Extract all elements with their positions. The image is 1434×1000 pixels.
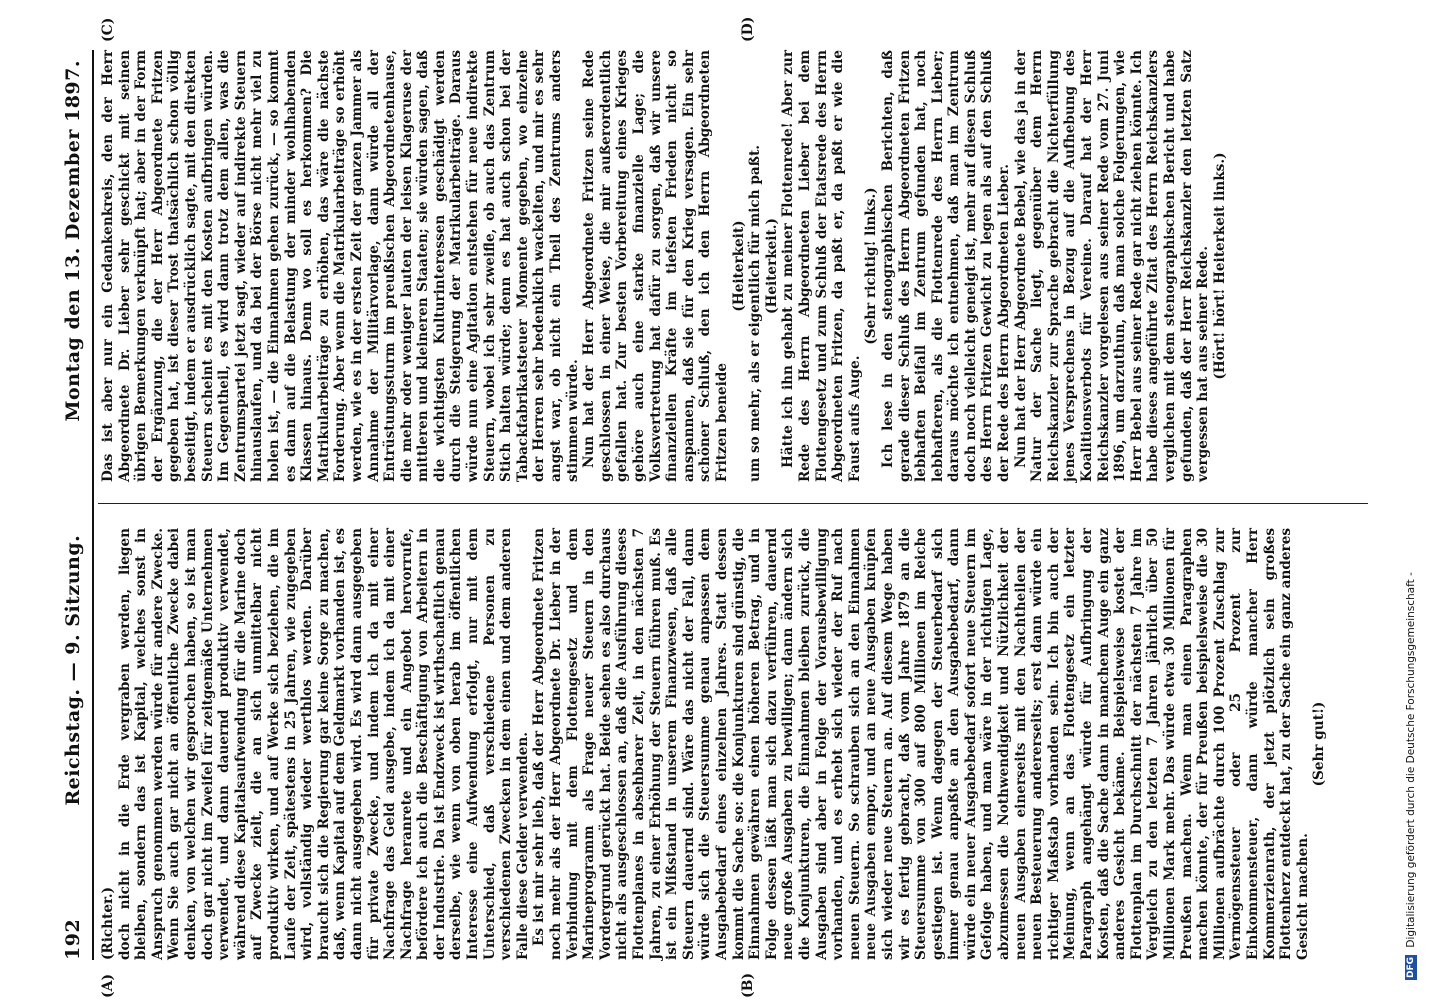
right-column bbox=[100, 50, 1228, 482]
margin-mark-a: (A) bbox=[100, 973, 116, 998]
paragraph: (Heiterkeit.) bbox=[763, 218, 780, 314]
scan-credit: Digitalisierung gefördert durch die Deutsche Forschungsgemeinschaft - bbox=[1405, 572, 1417, 948]
paragraph: Das ist aber nur ein Gedankenkreis, den der Herr Abgeordnete Dr. Lieber sehr geschickt mit seinen übrigen Bemerkungen verknüpft hat; aber in der Form der Ergänzung, die der Herr Abgeordnete Fritzen gegeben hat, ist dieser Trost thatsächlich schon völlig beseitigt, indem er ausdrücklich sagte, mit den direkten Steuern scheint es mit den Kosten aufbringen würden. Im Gegentheil, es wird dann trotz dem allen, was die Zentrumspartei jetzt sagt, wieder auf indirekte Steuern hinauslaufen, und da bei der Börse nicht mehr viel zu holen ist, — die Einnahmen gehen zurück, — so kommt es dann auf die Belastung der minder wohlhabenden Klassen hinaus. Denn wo soll es herkommen? Die Matrikularbeiträge zu erhöhen, das wäre die nächste Forderung. Aber wenn die Matrikularbeiträge so erhöht werden, wie es in der ersten Zeit der ganzen Jammer als Annahme der Militärvorlage, dann würde all der Entrüstungssturm im preußischen Abgeordnetenhause, die mehr oder weniger lauten der leisen Klageruse der mittleren und kleineren Staaten; sie würden sagen, daß die wichtigsten Kulturinteressen geschädigt werden durch die Steigerung der Matrikularbeiträge. Daraus würde nun eine Agitation entstehen für neue indirekte Steuern, wobei ich sehr zweifle, ob auch das Zentrum Stich halten würde; denn es hat auch schon bei der Tabackfabrikatsteuer Momente gegeben, wo einzelne der Herren sehr bedenklich wackelten, und mir es sehr angst war, ob nicht ein Theil des Zentrums anders stimmen würde. bbox=[100, 50, 581, 482]
paragraph: Ich lese in den stenographischen Berichten, daß gerade dieser Schluß des Herrn Abgeordneten Fritzen lebhaften Beifall im Zentrum gefunden hat, noch lebhafteren, als die Flottenrede des Herrn Lieber; daraus möchte ich entnehmen, daß man im Zentrum doch noch vielleicht geneigt ist, mehr auf diesen Schluß des Herrn Fritzen Gewicht zu legen als auf den Schluß der Rede des Herrn Abgeordneten Lieber. bbox=[879, 50, 1013, 482]
paragraph: Hätte ich ihn gehabt zu meiner Flottenrede! Aber zur Rede des Herrn Abgeordneten Lieber bei dem Flottengesetz und zum Schluß der Etatsrede des Herrn Abgeordneten Fritzen, da paßt er, da paßt er wie die Faust aufs Auge. bbox=[780, 50, 863, 482]
margin-mark-d: (D) bbox=[740, 16, 756, 42]
paragraph: (Richter.) bbox=[100, 886, 116, 960]
paragraph: (Hört! hört! Heiterkeit links.) bbox=[1211, 152, 1228, 380]
paragraph: (Sehr gut!) bbox=[1311, 701, 1328, 787]
session-title: Reichstag. — 9. Sitzung. bbox=[62, 534, 84, 806]
column-divider bbox=[98, 503, 1368, 504]
paragraph: doch nicht in die Erde vergraben werden, liegen bleiben, sondern das ist Kapital, welches sonst in Anspruch genommen werden würde für andere Zwecke. Wenn Sie auch gar nicht an öffentliche Zwecke dabei denken, von welchen wir gesprochen haben, so ist man doch gar nicht im Zweifel für zeitgemäße Unternehmen verwendet, und dann dauernd produktiv verwendet, während diese Kapitalsaufwendung für die Marine doch auf Zwecke zielt, die an sich unmittelbar nicht produktiv wirken, und auf Werke sich beziehen, die im Laufe der Zeit, spätestens in 25 Jahren, wie zugegeben wird, vollständig wieder werthlos werden. Darüber braucht sich die Regierung gar keine Sorge zu machen, daß, wenn Kapital auf dem Geldmarkt vorhanden ist, es dann nicht ausgegeben wird. Es wird dann ausgegeben für private Zwecke, und indem ich da mit einer Nachfrage das Geld ausgebe, indem ich da mit einer Nachfrage heranrete und ein Angebot hervorrufe, befördere ich auch die Beschäftigung von Arbeitern in der Industrie. Da ist Endzweck ist wirthschaftlich genau derselbe, wie wenn von oben herab im öffentlichen Interesse eine Aufwendung erfolgt, nur mit dem Unterschied, daß verschiedene Personen zu verschiedenen Zwecken in dem einen und dem anderen Falle diese Gelder verwenden. bbox=[116, 528, 531, 960]
paragraph: (Heiterkeit) bbox=[730, 220, 747, 312]
paragraph: Es ist mir sehr lieb, daß der Herr Abgeordnete Fritzen noch mehr als der Herr Abgeordnete Dr. Lieber in der Verbindung mit dem Flottengesetz und dem Marineprogramm als Frage neuer Steuern in den Vordergrund gerückt hat. Beide sehen es also durchaus nicht als ausgeschlossen an, daß die Ausführung dieses Flottenplanes in absehbarer Zeit, in den nächsten 7 Jahren, zu einer Erhöhung der Steuern führen muß. Es ist ein Mißstand in unserem Finanzwesen, daß alle Steuern dauernd sind. Wäre das nicht der Fall, dann würde sich die Steuersumme genau anpassen dem Ausgabebedarf eines einzelnen Jahres. Statt dessen kommt die Sache so: die Konjunkturen sind günstig, die Einnahmen gewähren einen höheren Betrag, und in Folge dessen läßt man sich dazu verführen, dauernd neue große Ausgaben zu bewilligen; dann ändern sich die Konjunkturen, die Einnahmen bleiben zurück, die Ausgaben sind aber in Folge der Vorausbewilligung vorhanden, und es erhebt sich wieder der Ruf nach neuen Steuern. So schrauben sich an den Einnahmen neue Ausgaben empor, und an neue Ausgaben knüpfen sich wieder neue Steuern an. Auf diesem Wege haben wir es fertig gebracht, daß vom Jahre 1879 an die Steuersumme von 300 auf 800 Millionen im Reiche gestiegen ist. Wenn dagegen der Steuerbedarf sich immer genau anpaßte an den Ausgabebedarf, dann würde ein neuer Ausgabebedarf sofort neue Steuern im Gefolge haben, und man wäre in der richtigen Lage, abzumessen die Nothwendigkeit und Nützlichkeit der neuen Ausgaben einerseits mit den Nachtheilen der neuen Besteuerung andererseits; erst dann würde ein richtiger Maßstab vorhanden sein. Ich bin auch der Meinung, wenn an das Flottengesetz ein letzter Paragraph angehängt würde für Aufbringung der Kosten, daß die Sache dann in manchem Auge ein ganz anderes Gesicht bekäme. Beispielsweise kostet der Flottenplan im Durchschnitt der nächsten 7 Jahre im Vergleich zu den letzten 7 Jahren jährlich über 50 Millionen Mark mehr. Das würde etwa 30 Millionen für Preußen machen. Wenn man einen Paragraphen machen könnte, der für Preußen beispielsweise die 30 Millionen aufbrächte durch 100 Prozent Zuschlag zur Vermögenssteuer oder 25 Prozent zur Einkommensteuer, dann würde mancher Herr Kommerzienrath, der jetzt plötzlich sein großes Flottenherz entdeckt hat, zu der Sache ein ganz anderes Gesicht machen. bbox=[531, 528, 1311, 960]
scan-note bbox=[1405, 20, 1425, 980]
paragraph: um so mehr, als er eigentlich für mich paßt. bbox=[747, 145, 764, 482]
page-header bbox=[62, 60, 88, 960]
left-column bbox=[100, 528, 1328, 960]
paragraph: Nun hat der Herr Abgeordnete Fritzen seine Rede geschlossen in einer Weise, die mir außerordentlich gefallen hat. Zur besten Vorbereitung eines Krieges gehöre auch eine starke finanzielle Lage; die Volksvertretung hat dafür zu sorgen, daß wir unsere finanziellen Kräfte im tiefsten Frieden nicht so anspannen, daß sie für den Krieg versagen. Ein sehr schöner Schluß, den ich den Herrn Abgeordneten Fritzen beneide bbox=[581, 50, 730, 482]
session-date: Montag den 13. Dezember 1897. bbox=[62, 60, 84, 422]
margin-mark-c: (C) bbox=[100, 17, 116, 42]
header-rule bbox=[92, 50, 94, 960]
paragraph: (Sehr richtig! links.) bbox=[863, 187, 880, 345]
page-number: 192 bbox=[62, 918, 84, 960]
margin-mark-b: (B) bbox=[740, 972, 756, 998]
paragraph: Nun hat der Herr Abgeordnete Bebel, wie das ja in der Natur der Sache liegt, gegenüber dem Herrn Reichskanzler zur Sprache gebracht die Nichterfüllung jenes Versprechens in Bezug auf die Aufhebung des Koalitionsverbots für Vereine. Darauf hat der Herr Reichskanzler vorgelesen aus seiner Rede vom 27. Juni 1896, um darzuthun, daß man solche Folgerungen, wie Herr Bebel aus seiner Rede gar nicht ziehen könnte. Ich habe dieses angeführte Zitat des Herrn Reichskanzlers verglichen mit dem stenographischen Bericht und habe gefunden, daß der Herr Reichskanzler den letzten Satz vergessen hat aus seiner Rede. bbox=[1012, 50, 1212, 482]
dfg-logo: DFG bbox=[1406, 956, 1416, 978]
